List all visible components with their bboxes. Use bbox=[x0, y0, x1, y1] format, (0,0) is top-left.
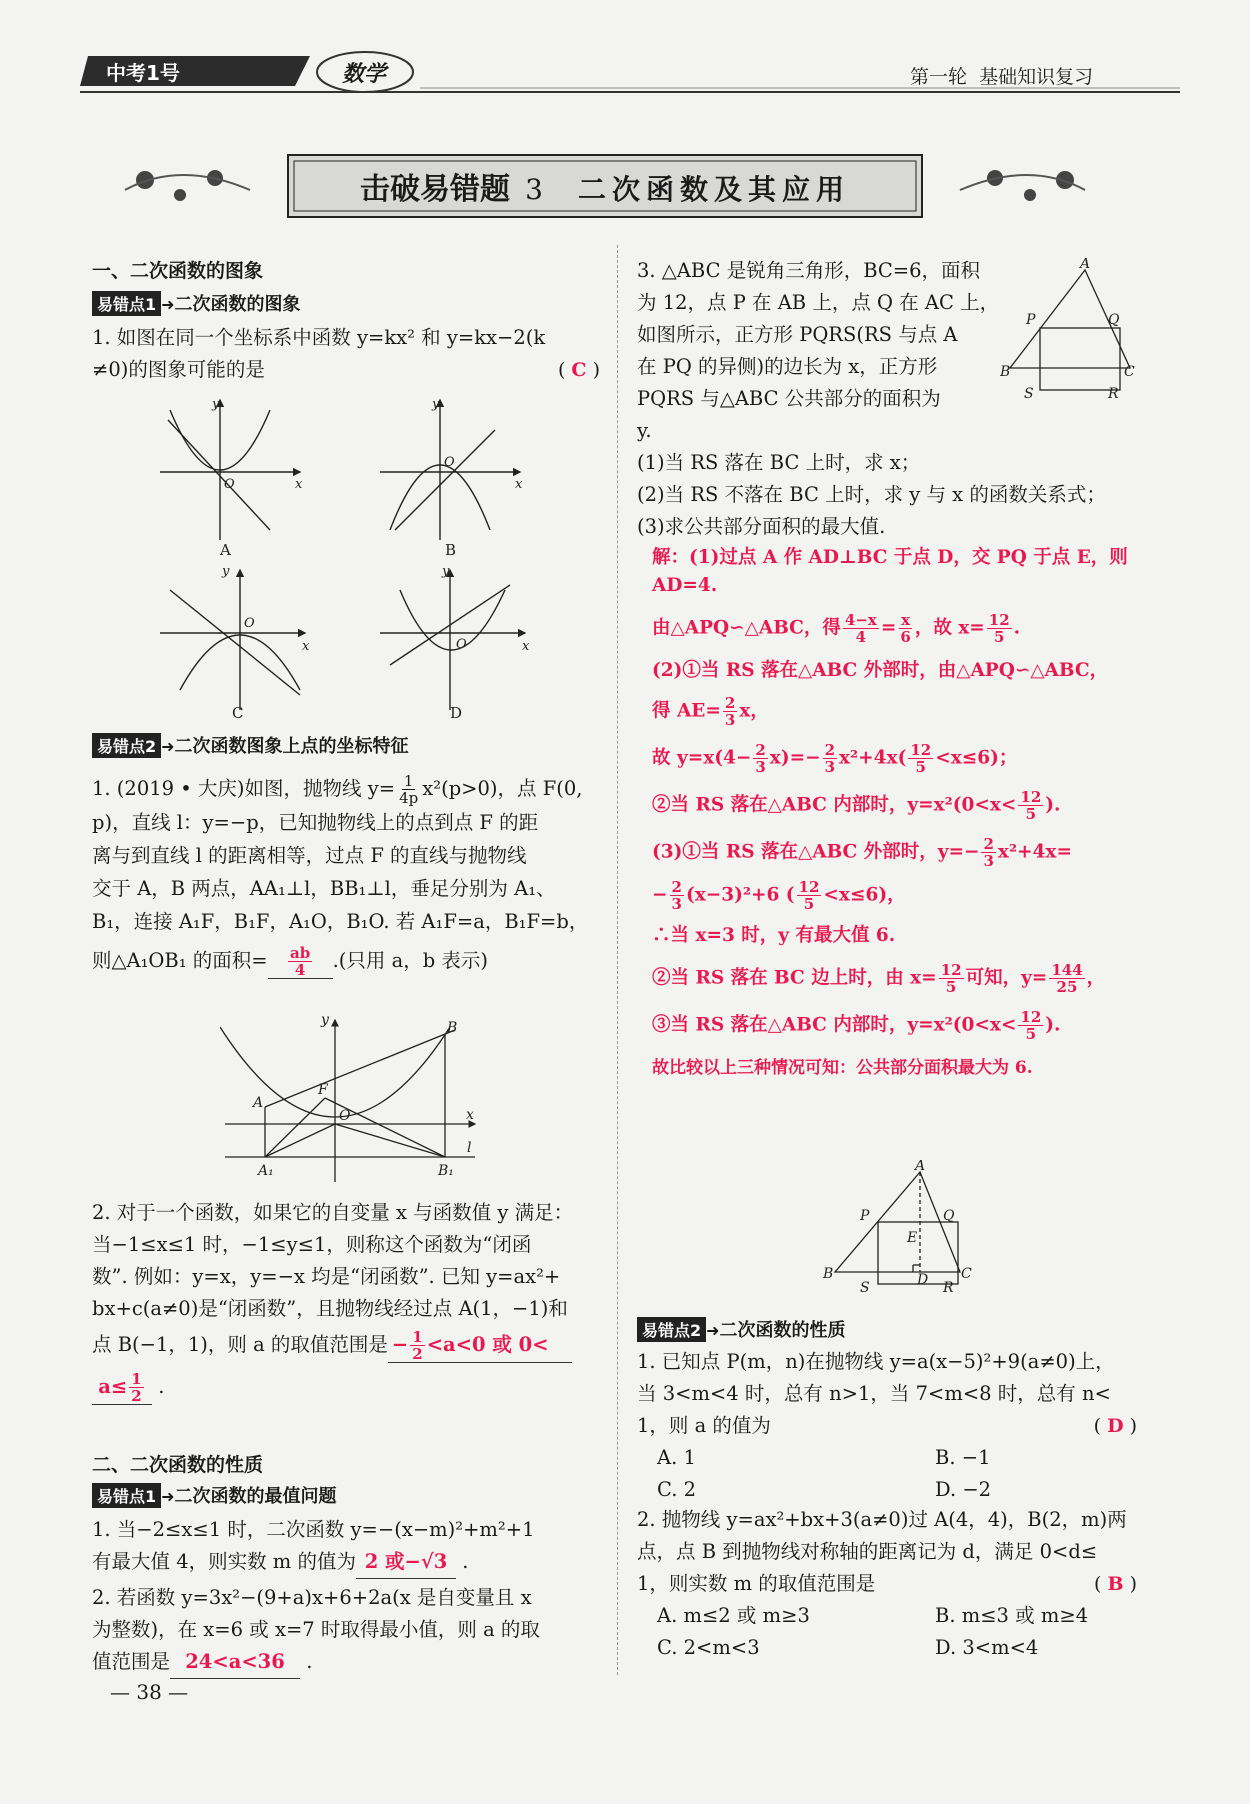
option-d: D. −2 bbox=[935, 1478, 992, 1501]
svg-text:y: y bbox=[442, 564, 450, 579]
question-line: 当−1≤x≤1 时，−1≤y≤1，则称这个函数为“闭函 bbox=[92, 1233, 532, 1256]
solution-line: (3)①当 RS 落在△ABC 外部时，y=− $\frac{2}{3}$ x²+4x= bbox=[652, 835, 1072, 870]
option-graphs bbox=[150, 390, 550, 720]
answer-den: 4 bbox=[294, 961, 306, 979]
option-a: A. m≤2 或 m≥3 bbox=[657, 1604, 810, 1627]
answer-text: a≤ bbox=[98, 1375, 128, 1398]
question-line: 1. 已知点 P(m，n)在抛物线 y=a(x−5)²+9(a≠0)上， bbox=[637, 1350, 1115, 1373]
solution-line: ②当 RS 落在△ABC 内部时，y=x²(0<x< $\frac{12}{5}$ ). bbox=[652, 788, 1061, 823]
answer-text: − bbox=[391, 1333, 409, 1356]
figure-label: C bbox=[1124, 364, 1135, 380]
question-line: 1. 当−2≤x≤1 时，二次函数 y=−(x−m)²+m²+1 bbox=[92, 1518, 535, 1541]
answer-paren: ( D ) bbox=[1093, 1415, 1137, 1437]
solution bbox=[652, 544, 1152, 1082]
question-min-value: 2. 若函数 y=3x²−(9+a)x+6+2a(x 是自变量且 x 为整数)，在 x=6 或 x=7 时取得最小值，则 a 的取 值范围是 24<a<36 . bbox=[92, 1582, 602, 1679]
solution-line: 得 AE= $\frac{2}{3}$ x， bbox=[652, 694, 769, 729]
figure-label: B bbox=[823, 1266, 834, 1282]
figure-label: F bbox=[318, 1082, 328, 1098]
sub-question: (1)当 RS 落在 BC 上时，求 x； bbox=[637, 451, 921, 474]
question-point-on-parabola bbox=[637, 1346, 1137, 1506]
tag-label: 易错点2 bbox=[637, 1317, 706, 1342]
question-line: 1. (2019 • 大庆)如图，抛物线 y= bbox=[92, 777, 396, 800]
answer-blank: 24<a<36 bbox=[170, 1646, 300, 1679]
sub-questions bbox=[637, 447, 1147, 543]
fraction-den: 4p bbox=[399, 789, 419, 807]
section-title-properties: 二、二次函数的性质 bbox=[92, 1454, 264, 1476]
figure-label: A bbox=[915, 1160, 926, 1174]
question-line: 1. 如图在同一个坐标系中函数 y=kx² 和 y=kx−2(k bbox=[92, 326, 546, 349]
question-line: 2. 抛物线 y=ax²+bx+3(a≠0)过 A(4，4)，B(2，m)两 bbox=[637, 1508, 1127, 1531]
section-title-graph: 一、二次函数的图象 bbox=[92, 260, 264, 282]
question-line: 在 PQ 的异侧)的边长为 x，正方形 bbox=[637, 355, 938, 378]
answer-blank bbox=[388, 1329, 572, 1363]
triangle-figure bbox=[1000, 258, 1140, 403]
tag-label: 易错点1 bbox=[92, 291, 161, 316]
question-line: B₁，连接 A₁F，B₁F，A₁O，B₁O. 若 A₁F=a，B₁F=b， bbox=[92, 910, 589, 933]
svg-text:x: x bbox=[522, 639, 530, 654]
option-label: D bbox=[450, 704, 463, 720]
option-c: C. 2<m<3 bbox=[657, 1636, 760, 1659]
question-parabola bbox=[92, 772, 602, 979]
error-tag-1: 易错点1 ➜二次函数的图象 bbox=[92, 290, 301, 316]
figure-label: E bbox=[907, 1230, 918, 1246]
option-label: C bbox=[232, 704, 244, 720]
question-line: 1，则 a 的值为 bbox=[637, 1414, 771, 1437]
question-line: 2. 若函数 y=3x²−(9+a)x+6+2a(x 是自变量且 x bbox=[92, 1586, 532, 1609]
svg-text:O: O bbox=[244, 616, 255, 631]
question-line: PQRS 与△ABC 公共部分的面积为 bbox=[637, 387, 941, 410]
figure-label: B bbox=[447, 1020, 458, 1036]
solution-line: − $\frac{2}{3}$ (x−3)²+6 ( $\frac{12}{5}$ <x≤6)， bbox=[652, 878, 906, 913]
page-number: — 38 — bbox=[110, 1680, 189, 1704]
answer-num: 1 bbox=[131, 1370, 142, 1388]
solution-line: 故 y=x(4− $\frac{2}{3}$ x)=− $\frac{2}{3}$ x²+4x( $\frac{12}{5}$ <x≤6)； bbox=[652, 741, 1018, 776]
question-graph-choice bbox=[92, 322, 602, 386]
figure-label: A₁ bbox=[258, 1163, 274, 1179]
banner-title: 击破易错题 bbox=[359, 172, 510, 207]
tag-text: 二次函数的性质 bbox=[719, 1320, 846, 1341]
question-line: 点，点 B 到抛物线对称轴的距离记为 d，满足 0<d≤ bbox=[637, 1540, 1098, 1563]
answer: B bbox=[1107, 1573, 1124, 1595]
header-subject: 数学 bbox=[342, 61, 387, 87]
question-line: y. bbox=[637, 419, 652, 442]
sub-question: (3)求公共部分面积的最大值. bbox=[637, 515, 886, 538]
tag-label: 易错点1 bbox=[92, 1483, 161, 1508]
question-line: 3. △ABC 是锐角三角形，BC=6，面积 bbox=[637, 259, 981, 282]
header-badge: 中考1号 bbox=[106, 61, 180, 85]
solution-figure bbox=[815, 1160, 975, 1295]
question-line: 离与到直线 l 的距离相等，过点 F 的直线与抛物线 bbox=[92, 844, 527, 867]
question-line: 交于 A，B 两点，AA₁⊥l，BB₁⊥l，垂足分别为 A₁、 bbox=[92, 877, 556, 900]
question-line: 则△A₁OB₁ 的面积= bbox=[92, 949, 268, 972]
tag-text: 二次函数图象上点的坐标特征 bbox=[174, 736, 409, 757]
figure-label: O bbox=[339, 1108, 351, 1124]
tag-text: 二次函数的最值问题 bbox=[174, 1486, 337, 1507]
question-line: 数”. 例如：y=x，y=−x 均是“闭函数”. 已知 y=ax²+ bbox=[92, 1265, 561, 1288]
solution-line: 由△APQ∽△ABC，得 $\frac{4-x}{4}$ = $\frac{x}{6}$ ，故 x= $\frac{12}{5}$ . bbox=[652, 611, 1021, 646]
svg-text:y: y bbox=[432, 397, 440, 412]
question-line: 点 B(−1，1)，则 a 的取值范围是 bbox=[92, 1333, 388, 1356]
option-d: D. 3<m<4 bbox=[935, 1636, 1039, 1659]
tag-text: 二次函数的图象 bbox=[174, 294, 301, 315]
answer-den: 2 bbox=[131, 1387, 142, 1405]
figure-label: y bbox=[321, 1012, 329, 1028]
answer-text: <a<0 或 0< bbox=[426, 1333, 549, 1356]
figure-label: l bbox=[467, 1140, 472, 1156]
answer-num: 1 bbox=[412, 1328, 423, 1346]
answer-paren: ( B ) bbox=[1094, 1573, 1137, 1595]
answer-blank: 2 或−√3 bbox=[356, 1546, 456, 1579]
question-line: 为整数)，在 x=6 或 x=7 时取得最小值，则 a 的取 bbox=[92, 1618, 540, 1641]
banner bbox=[120, 150, 1090, 230]
question-line: 为 12，点 P 在 AB 上，点 Q 在 AC 上， bbox=[637, 291, 1000, 314]
answer: C bbox=[571, 359, 587, 381]
figure-label: A bbox=[1080, 258, 1091, 272]
figure-label: R bbox=[1108, 386, 1119, 402]
figure-label: Q bbox=[1108, 312, 1120, 328]
answer-blank bbox=[92, 1371, 152, 1405]
question-line: 如图所示，正方形 PQRS(RS 与点 A bbox=[637, 323, 958, 346]
solution-line: (2)①当 RS 落在△ABC 外部时，由△APQ∽△ABC， bbox=[652, 660, 1109, 681]
sub-question: (2)当 RS 不落在 BC 上时，求 y 与 x 的函数关系式； bbox=[637, 483, 1106, 506]
tag-label: 易错点2 bbox=[92, 733, 161, 758]
svg-text:y: y bbox=[212, 397, 220, 412]
figure-label: P bbox=[860, 1208, 870, 1224]
question-line: .(只用 a，b 表示) bbox=[332, 949, 488, 972]
question-line: 当 3<m<4 时，总有 n>1，当 7<m<8 时，总有 n< bbox=[637, 1382, 1111, 1405]
figure-label: C bbox=[961, 1266, 972, 1282]
figure-label: D bbox=[917, 1272, 929, 1288]
banner-subtitle: 二次函数及其应用 bbox=[578, 173, 851, 206]
figure-label: S bbox=[1024, 386, 1034, 402]
svg-text:y: y bbox=[222, 564, 230, 579]
figure-label: B bbox=[1000, 364, 1011, 380]
answer-blank bbox=[268, 944, 333, 979]
header-right-title: 第一轮 基础知识复习 bbox=[910, 66, 1094, 88]
option-c: C. 2 bbox=[657, 1478, 697, 1501]
fraction-num: 1 bbox=[403, 772, 414, 790]
question-closed-function: 2. 对于一个函数，如果它的自变量 x 与函数值 y 满足： 当−1≤x≤1 时，−1≤y≤1，则称这个函数为“闭函 数”. 例如：y=x，y=−x 均是“闭函数”. 已知 y=ax²+ bx+c(a≠0)是“闭函数”，且抛物线经过点 A(1，−1)和 点 B(−1，1)，则 a 的取值范围是 − $\frac{1}{2}$ <a<0 或 0< a≤ $\frac{1}{2}$ . bbox=[92, 1197, 602, 1405]
solution-line: AD=4. bbox=[652, 575, 718, 596]
solution-line: ③当 RS 落在△ABC 内部时，y=x²(0<x< $\frac{12}{5}$ ). bbox=[652, 1008, 1061, 1043]
question-line: 值范围是 bbox=[92, 1650, 171, 1673]
parabola-figure bbox=[220, 1012, 490, 1187]
solution-line: 故比较以上三种情况可知：公共部分面积最大为 6. bbox=[652, 1058, 1033, 1078]
column-divider bbox=[617, 245, 618, 1675]
option-label: B bbox=[445, 541, 457, 559]
figure-label: B₁ bbox=[438, 1163, 454, 1179]
question-line: bx+c(a≠0)是“闭函数”，且抛物线经过点 A(1，−1)和 bbox=[92, 1297, 568, 1320]
question-line: p)，直线 l：y=−p，已知抛物线上的点到点 F 的距 bbox=[92, 811, 539, 834]
banner-number: 3 bbox=[525, 173, 543, 206]
option-b: B. −1 bbox=[935, 1446, 991, 1469]
figure-label: A bbox=[253, 1095, 264, 1111]
option-label: A bbox=[220, 541, 231, 559]
answer-den: 2 bbox=[412, 1345, 423, 1363]
option-b: B. m≤3 或 m≥4 bbox=[935, 1604, 1089, 1627]
svg-text:O: O bbox=[456, 637, 467, 652]
figure-label: Q bbox=[943, 1208, 955, 1224]
svg-text:O: O bbox=[444, 455, 455, 470]
question-square-triangle bbox=[637, 255, 1007, 447]
answer: D bbox=[1107, 1415, 1124, 1437]
question-line: 有最大值 4，则实数 m 的值为 bbox=[92, 1550, 356, 1573]
error-tag-2: 易错点2 ➜二次函数图象上点的坐标特征 bbox=[92, 732, 409, 758]
question-symmetric-axis bbox=[637, 1504, 1137, 1664]
solution-line: 解：(1)过点 A 作 AD⊥BC 于点 D，交 PQ 于点 E，则 bbox=[652, 547, 1128, 568]
header bbox=[80, 48, 1180, 98]
svg-text:x: x bbox=[302, 639, 310, 654]
error-tag-4: 易错点2 ➜二次函数的性质 bbox=[637, 1316, 846, 1342]
svg-text:x: x bbox=[515, 477, 523, 492]
option-a: A. 1 bbox=[657, 1446, 696, 1469]
figure-label: P bbox=[1026, 312, 1036, 328]
figure-label: R bbox=[943, 1280, 954, 1295]
question-line: 2. 对于一个函数，如果它的自变量 x 与函数值 y 满足： bbox=[92, 1201, 574, 1224]
solution-line: ∴当 x=3 时，y 有最大值 6. bbox=[652, 925, 896, 946]
answer-num: ab bbox=[289, 944, 311, 962]
figure-label: S bbox=[860, 1280, 870, 1295]
error-tag-3: 易错点1 ➜二次函数的最值问题 bbox=[92, 1482, 337, 1508]
question-line: x²(p>0)，点 F(0, bbox=[422, 777, 583, 800]
answer-paren: ( C ) bbox=[557, 359, 600, 381]
solution-line: ②当 RS 落在 BC 边上时，由 x= $\frac{12}{5}$ 可知，y= $\frac{144}{25}$ ， bbox=[652, 961, 1106, 996]
svg-text:x: x bbox=[295, 477, 303, 492]
figure-label: x bbox=[466, 1107, 474, 1123]
svg-text:O: O bbox=[224, 477, 235, 492]
question-line: ≠0)的图象可能的是 bbox=[92, 358, 265, 381]
question-max-value: 1. 当−2≤x≤1 时，二次函数 y=−(x−m)²+m²+1 有最大值 4，则实数 m 的值为 2 或−√3 . bbox=[92, 1514, 602, 1579]
question-line: 1，则实数 m 的取值范围是 bbox=[637, 1572, 876, 1595]
